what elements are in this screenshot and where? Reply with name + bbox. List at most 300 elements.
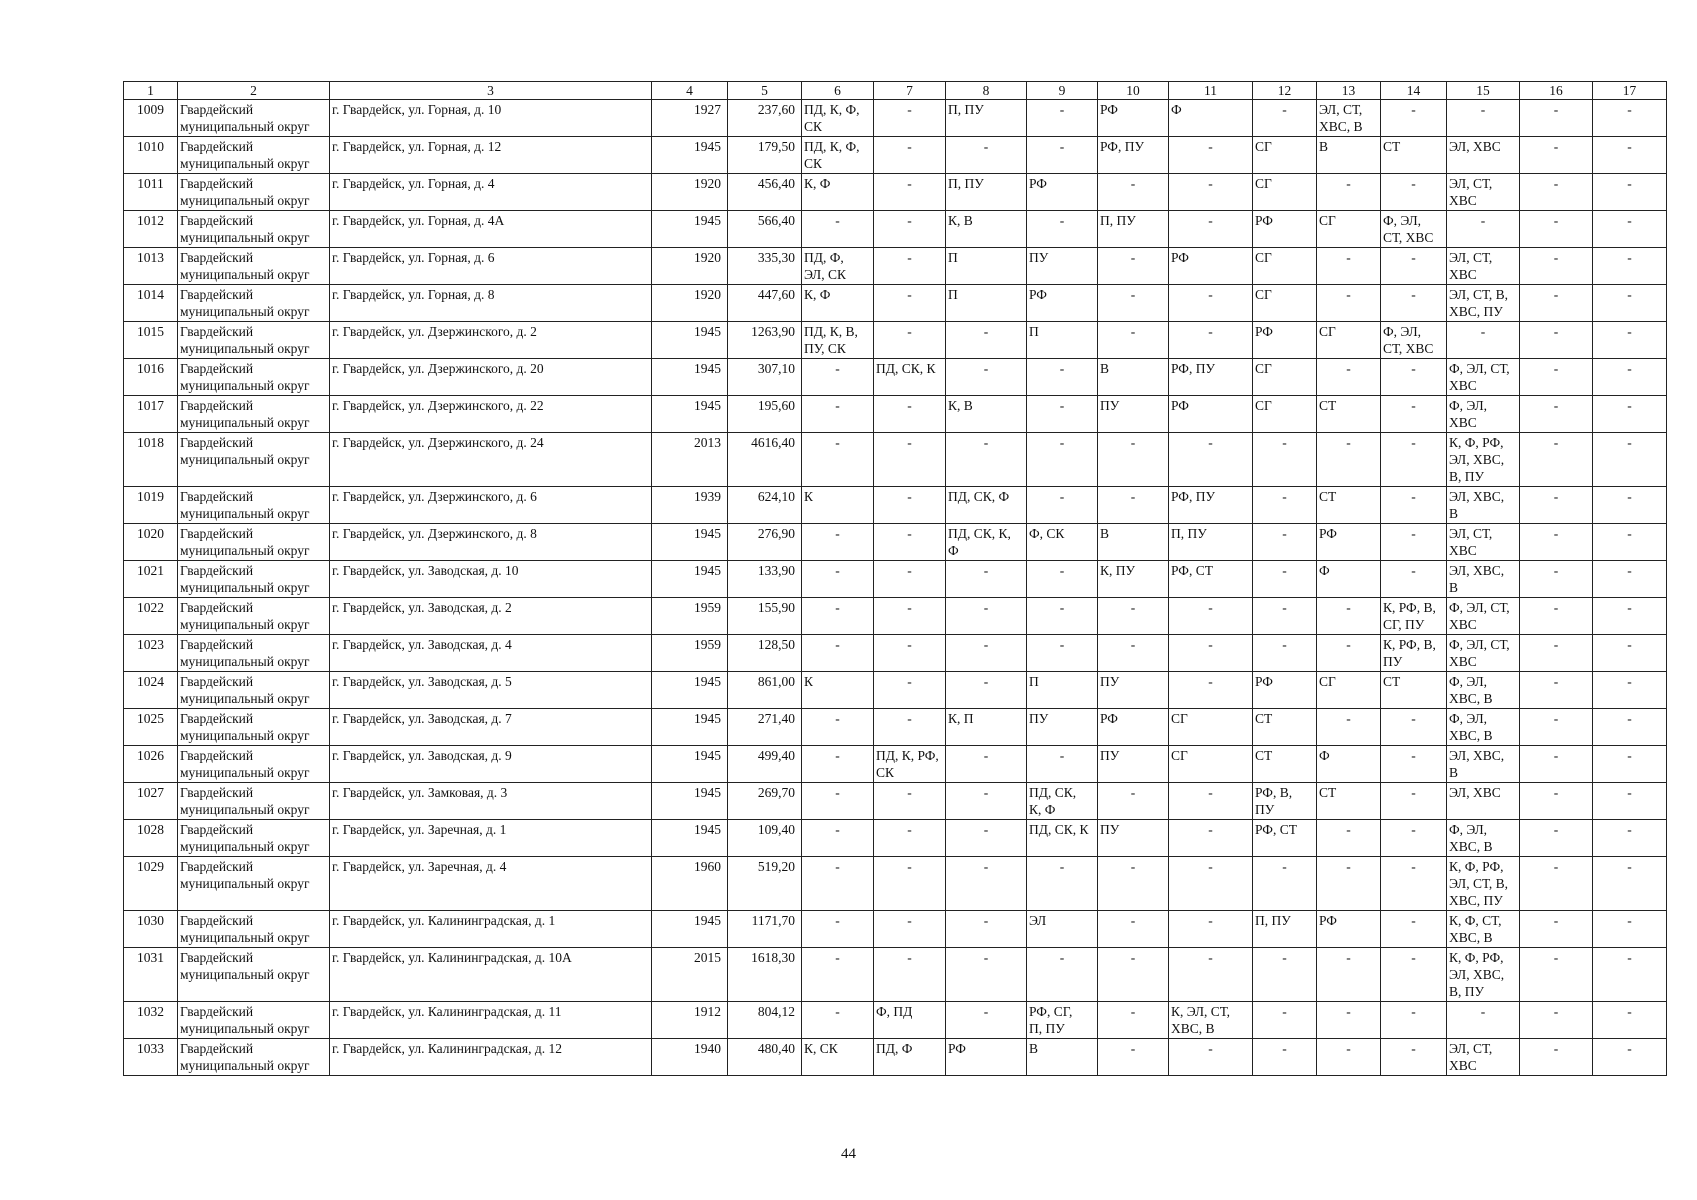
col-6-cell: ПД, К, Ф, СК [802,100,874,137]
municipality-cell: Гвардейский муниципальный округ [178,137,330,174]
col-12-cell: РФ [1253,672,1317,709]
address-cell: г. Гвардейск, ул. Горная, д. 10 [330,100,652,137]
table-row [124,359,1667,396]
column-number-header: 11 [1169,82,1253,100]
record-number-cell: 1020 [124,524,178,561]
col-6-cell: - [802,524,874,561]
col-14-cell: - [1381,524,1447,561]
col-7-cell: - [874,211,946,248]
address-cell: г. Гвардейск, ул. Калининградская, д. 1 [330,911,652,948]
municipality-cell: Гвардейский муниципальный округ [178,635,330,672]
area-cell: 1171,70 [728,911,802,948]
column-number-header: 5 [728,82,802,100]
col-11-cell: Ф [1169,100,1253,137]
table-row [124,396,1667,433]
col-11-cell: - [1169,1039,1253,1076]
col-7-cell: - [874,709,946,746]
col-8-cell: - [946,783,1027,820]
col-16-cell: - [1520,820,1593,857]
record-number-cell: 1010 [124,137,178,174]
year-built-cell: 1920 [652,174,728,211]
col-8-cell: - [946,433,1027,487]
col-15-cell: К, Ф, РФ, ЭЛ, СТ, В, ХВС, ПУ [1447,857,1520,911]
area-cell: 179,50 [728,137,802,174]
col-10-cell: П, ПУ [1098,211,1169,248]
area-cell: 276,90 [728,524,802,561]
record-number-cell: 1015 [124,322,178,359]
table-row [124,857,1667,911]
col-11-cell: СГ [1169,746,1253,783]
col-17-cell: - [1593,948,1667,1002]
record-number-cell: 1021 [124,561,178,598]
col-10-cell: - [1098,598,1169,635]
col-13-cell: - [1317,359,1381,396]
col-8-cell: - [946,359,1027,396]
col-10-cell: - [1098,1039,1169,1076]
col-6-cell: - [802,561,874,598]
col-14-cell: - [1381,100,1447,137]
address-cell: г. Гвардейск, ул. Горная, д. 4А [330,211,652,248]
col-12-cell: СГ [1253,285,1317,322]
col-15-cell: К, Ф, РФ, ЭЛ, ХВС, В, ПУ [1447,433,1520,487]
record-number-cell: 1011 [124,174,178,211]
col-14-cell: - [1381,174,1447,211]
year-built-cell: 1945 [652,561,728,598]
col-12-cell: СГ [1253,248,1317,285]
col-12-cell: - [1253,100,1317,137]
col-15-cell: ЭЛ, ХВС [1447,137,1520,174]
col-16-cell: - [1520,174,1593,211]
column-number-header: 12 [1253,82,1317,100]
year-built-cell: 1945 [652,211,728,248]
table-row [124,635,1667,672]
col-11-cell: РФ [1169,248,1253,285]
col-6-cell: - [802,948,874,1002]
table-row [124,100,1667,137]
col-14-cell: - [1381,1002,1447,1039]
col-9-cell: - [1027,857,1098,911]
record-number-cell: 1014 [124,285,178,322]
col-17-cell: - [1593,137,1667,174]
col-17-cell: - [1593,433,1667,487]
table-row [124,911,1667,948]
col-9-cell: - [1027,746,1098,783]
col-11-cell: - [1169,783,1253,820]
col-8-cell: К, В [946,211,1027,248]
col-10-cell: - [1098,1002,1169,1039]
record-number-cell: 1017 [124,396,178,433]
col-15-cell: Ф, ЭЛ, ХВС, В [1447,709,1520,746]
col-10-cell: - [1098,248,1169,285]
col-17-cell: - [1593,709,1667,746]
address-cell: г. Гвардейск, ул. Горная, д. 12 [330,137,652,174]
col-12-cell: РФ, СТ [1253,820,1317,857]
col-17-cell: - [1593,598,1667,635]
table-row [124,433,1667,487]
col-14-cell: - [1381,433,1447,487]
col-9-cell: - [1027,396,1098,433]
col-14-cell: - [1381,783,1447,820]
col-14-cell: СТ [1381,137,1447,174]
col-7-cell: ПД, Ф [874,1039,946,1076]
col-6-cell: К, Ф [802,285,874,322]
year-built-cell: 1939 [652,487,728,524]
col-7-cell: - [874,100,946,137]
col-12-cell: - [1253,1002,1317,1039]
table-row [124,746,1667,783]
col-10-cell: РФ [1098,100,1169,137]
col-15-cell: ЭЛ, СТ, ХВС [1447,1039,1520,1076]
col-10-cell: - [1098,783,1169,820]
col-9-cell: - [1027,100,1098,137]
col-8-cell: К, В [946,396,1027,433]
col-9-cell: - [1027,433,1098,487]
col-15-cell: ЭЛ, ХВС, В [1447,487,1520,524]
col-11-cell: - [1169,820,1253,857]
municipality-cell: Гвардейский муниципальный округ [178,396,330,433]
col-11-cell: - [1169,911,1253,948]
address-cell: г. Гвардейск, ул. Калининградская, д. 10А [330,948,652,1002]
col-7-cell: - [874,285,946,322]
year-built-cell: 1945 [652,783,728,820]
col-8-cell: - [946,948,1027,1002]
col-12-cell: СГ [1253,174,1317,211]
col-12-cell: РФ, В, ПУ [1253,783,1317,820]
area-cell: 1263,90 [728,322,802,359]
col-8-cell: П, ПУ [946,100,1027,137]
col-10-cell: - [1098,174,1169,211]
col-14-cell: - [1381,948,1447,1002]
col-15-cell: Ф, ЭЛ, СТ, ХВС [1447,598,1520,635]
year-built-cell: 1945 [652,746,728,783]
col-15-cell: ЭЛ, СТ, В, ХВС, ПУ [1447,285,1520,322]
col-7-cell: - [874,598,946,635]
col-8-cell: РФ [946,1039,1027,1076]
column-number-header: 17 [1593,82,1667,100]
municipality-cell: Гвардейский муниципальный округ [178,911,330,948]
table-row [124,672,1667,709]
col-13-cell: СТ [1317,396,1381,433]
col-14-cell: Ф, ЭЛ, СТ, ХВС [1381,211,1447,248]
address-cell: г. Гвардейск, ул. Калининградская, д. 12 [330,1039,652,1076]
record-number-cell: 1016 [124,359,178,396]
col-9-cell: В [1027,1039,1098,1076]
col-6-cell: К, Ф [802,174,874,211]
col-16-cell: - [1520,1039,1593,1076]
col-6-cell: - [802,746,874,783]
col-12-cell: - [1253,524,1317,561]
col-13-cell: - [1317,1002,1381,1039]
col-7-cell: - [874,857,946,911]
col-7-cell: Ф, ПД [874,1002,946,1039]
column-number-header: 7 [874,82,946,100]
col-13-cell: - [1317,598,1381,635]
col-8-cell: П, ПУ [946,174,1027,211]
register-table [123,81,1667,1076]
col-7-cell: - [874,433,946,487]
municipality-cell: Гвардейский муниципальный округ [178,783,330,820]
col-11-cell: - [1169,322,1253,359]
municipality-cell: Гвардейский муниципальный округ [178,211,330,248]
col-16-cell: - [1520,487,1593,524]
year-built-cell: 1945 [652,359,728,396]
col-10-cell: - [1098,857,1169,911]
col-13-cell: - [1317,709,1381,746]
col-12-cell: - [1253,433,1317,487]
col-16-cell: - [1520,211,1593,248]
address-cell: г. Гвардейск, ул. Калининградская, д. 11 [330,1002,652,1039]
column-number-header: 8 [946,82,1027,100]
municipality-cell: Гвардейский муниципальный округ [178,100,330,137]
col-13-cell: В [1317,137,1381,174]
col-11-cell: - [1169,433,1253,487]
area-cell: 480,40 [728,1039,802,1076]
col-7-cell: - [874,396,946,433]
col-9-cell: РФ [1027,285,1098,322]
table-row [124,598,1667,635]
col-7-cell: - [874,911,946,948]
table-row [124,285,1667,322]
col-8-cell: - [946,746,1027,783]
col-15-cell: ЭЛ, ХВС [1447,783,1520,820]
municipality-cell: Гвардейский муниципальный округ [178,285,330,322]
area-cell: 519,20 [728,857,802,911]
col-7-cell: - [874,137,946,174]
municipality-cell: Гвардейский муниципальный округ [178,174,330,211]
year-built-cell: 1940 [652,1039,728,1076]
record-number-cell: 1018 [124,433,178,487]
col-9-cell: РФ [1027,174,1098,211]
col-7-cell: - [874,174,946,211]
year-built-cell: 2013 [652,433,728,487]
col-9-cell: - [1027,635,1098,672]
col-17-cell: - [1593,635,1667,672]
col-7-cell: - [874,561,946,598]
col-16-cell: - [1520,359,1593,396]
municipality-cell: Гвардейский муниципальный округ [178,1039,330,1076]
col-12-cell: П, ПУ [1253,911,1317,948]
address-cell: г. Гвардейск, ул. Дзержинского, д. 2 [330,322,652,359]
year-built-cell: 1945 [652,709,728,746]
address-cell: г. Гвардейск, ул. Заводская, д. 10 [330,561,652,598]
area-cell: 566,40 [728,211,802,248]
col-7-cell: - [874,820,946,857]
table-row [124,820,1667,857]
col-13-cell: - [1317,1039,1381,1076]
col-16-cell: - [1520,598,1593,635]
municipality-cell: Гвардейский муниципальный округ [178,248,330,285]
col-13-cell: - [1317,820,1381,857]
col-13-cell: СТ [1317,487,1381,524]
col-14-cell: - [1381,911,1447,948]
area-cell: 269,70 [728,783,802,820]
address-cell: г. Гвардейск, ул. Дзержинского, д. 24 [330,433,652,487]
col-8-cell: ПД, СК, Ф [946,487,1027,524]
col-17-cell: - [1593,359,1667,396]
col-7-cell: - [874,672,946,709]
col-12-cell: РФ [1253,322,1317,359]
col-15-cell: Ф, ЭЛ, СТ, ХВС [1447,359,1520,396]
address-cell: г. Гвардейск, ул. Заречная, д. 1 [330,820,652,857]
year-built-cell: 1945 [652,322,728,359]
col-16-cell: - [1520,137,1593,174]
column-number-header: 3 [330,82,652,100]
area-cell: 499,40 [728,746,802,783]
col-9-cell: ЭЛ [1027,911,1098,948]
col-8-cell: - [946,598,1027,635]
col-15-cell: К, Ф, СТ, ХВС, В [1447,911,1520,948]
municipality-cell: Гвардейский муниципальный округ [178,1002,330,1039]
record-number-cell: 1032 [124,1002,178,1039]
col-14-cell: - [1381,487,1447,524]
column-number-header-row [124,82,1667,100]
area-cell: 195,60 [728,396,802,433]
col-16-cell: - [1520,635,1593,672]
address-cell: г. Гвардейск, ул. Замковая, д. 3 [330,783,652,820]
record-number-cell: 1033 [124,1039,178,1076]
column-number-header: 10 [1098,82,1169,100]
column-number-header: 13 [1317,82,1381,100]
col-9-cell: ПД, СК, К, Ф [1027,783,1098,820]
col-12-cell: - [1253,598,1317,635]
col-13-cell: СТ [1317,783,1381,820]
col-8-cell: - [946,1002,1027,1039]
col-17-cell: - [1593,857,1667,911]
col-6-cell: - [802,396,874,433]
col-8-cell: - [946,635,1027,672]
col-15-cell: - [1447,322,1520,359]
col-14-cell: - [1381,285,1447,322]
table-row [124,709,1667,746]
col-11-cell: РФ [1169,396,1253,433]
col-11-cell: - [1169,948,1253,1002]
col-8-cell: П [946,285,1027,322]
area-cell: 133,90 [728,561,802,598]
col-16-cell: - [1520,100,1593,137]
col-13-cell: - [1317,248,1381,285]
col-10-cell: - [1098,433,1169,487]
col-17-cell: - [1593,746,1667,783]
col-12-cell: - [1253,635,1317,672]
col-6-cell: - [802,783,874,820]
col-11-cell: СГ [1169,709,1253,746]
col-9-cell: - [1027,561,1098,598]
col-14-cell: К, РФ, В, СГ, ПУ [1381,598,1447,635]
address-cell: г. Гвардейск, ул. Дзержинского, д. 8 [330,524,652,561]
year-built-cell: 2015 [652,948,728,1002]
area-cell: 128,50 [728,635,802,672]
col-12-cell: - [1253,1039,1317,1076]
col-15-cell: ЭЛ, СТ, ХВС [1447,174,1520,211]
col-8-cell: - [946,322,1027,359]
col-14-cell: - [1381,248,1447,285]
col-15-cell: - [1447,211,1520,248]
municipality-cell: Гвардейский муниципальный округ [178,857,330,911]
col-16-cell: - [1520,248,1593,285]
col-13-cell: - [1317,857,1381,911]
year-built-cell: 1945 [652,672,728,709]
col-10-cell: ПУ [1098,672,1169,709]
address-cell: г. Гвардейск, ул. Заводская, д. 9 [330,746,652,783]
record-number-cell: 1024 [124,672,178,709]
col-13-cell: Ф [1317,561,1381,598]
col-12-cell: - [1253,857,1317,911]
municipality-cell: Гвардейский муниципальный округ [178,820,330,857]
col-6-cell: - [802,709,874,746]
col-7-cell: - [874,948,946,1002]
col-6-cell: ПД, К, Ф, СК [802,137,874,174]
col-13-cell: - [1317,635,1381,672]
col-14-cell: СТ [1381,672,1447,709]
col-6-cell: - [802,211,874,248]
col-17-cell: - [1593,1002,1667,1039]
col-11-cell: - [1169,137,1253,174]
area-cell: 335,30 [728,248,802,285]
col-7-cell: - [874,322,946,359]
col-13-cell: - [1317,948,1381,1002]
area-cell: 155,90 [728,598,802,635]
col-16-cell: - [1520,1002,1593,1039]
col-16-cell: - [1520,948,1593,1002]
address-cell: г. Гвардейск, ул. Заводская, д. 4 [330,635,652,672]
col-11-cell: - [1169,857,1253,911]
municipality-cell: Гвардейский муниципальный округ [178,359,330,396]
table-row [124,1002,1667,1039]
col-15-cell: Ф, ЭЛ, СТ, ХВС [1447,635,1520,672]
municipality-cell: Гвардейский муниципальный округ [178,598,330,635]
col-8-cell: - [946,672,1027,709]
record-number-cell: 1031 [124,948,178,1002]
col-8-cell: - [946,820,1027,857]
column-number-header: 9 [1027,82,1098,100]
year-built-cell: 1920 [652,248,728,285]
col-11-cell: П, ПУ [1169,524,1253,561]
col-9-cell: ПУ [1027,709,1098,746]
record-number-cell: 1009 [124,100,178,137]
record-number-cell: 1029 [124,857,178,911]
col-7-cell: - [874,783,946,820]
col-11-cell: К, ЭЛ, СТ, ХВС, В [1169,1002,1253,1039]
col-14-cell: - [1381,746,1447,783]
col-6-cell: ПД, Ф, ЭЛ, СК [802,248,874,285]
col-10-cell: ПУ [1098,820,1169,857]
municipality-cell: Гвардейский муниципальный округ [178,709,330,746]
col-9-cell: - [1027,137,1098,174]
col-15-cell: Ф, ЭЛ, ХВС, В [1447,672,1520,709]
col-9-cell: - [1027,487,1098,524]
record-number-cell: 1028 [124,820,178,857]
col-14-cell: - [1381,820,1447,857]
col-16-cell: - [1520,322,1593,359]
municipality-cell: Гвардейский муниципальный округ [178,948,330,1002]
area-cell: 271,40 [728,709,802,746]
col-17-cell: - [1593,322,1667,359]
table-row [124,137,1667,174]
col-7-cell: ПД, К, РФ, СК [874,746,946,783]
col-15-cell: К, Ф, РФ, ЭЛ, ХВС, В, ПУ [1447,948,1520,1002]
col-17-cell: - [1593,820,1667,857]
area-cell: 624,10 [728,487,802,524]
address-cell: г. Гвардейск, ул. Заречная, д. 4 [330,857,652,911]
col-17-cell: - [1593,100,1667,137]
col-12-cell: СГ [1253,359,1317,396]
column-number-header: 2 [178,82,330,100]
col-12-cell: СГ [1253,137,1317,174]
municipality-cell: Гвардейский муниципальный округ [178,487,330,524]
col-12-cell: СТ [1253,709,1317,746]
col-6-cell: - [802,911,874,948]
table-row [124,322,1667,359]
